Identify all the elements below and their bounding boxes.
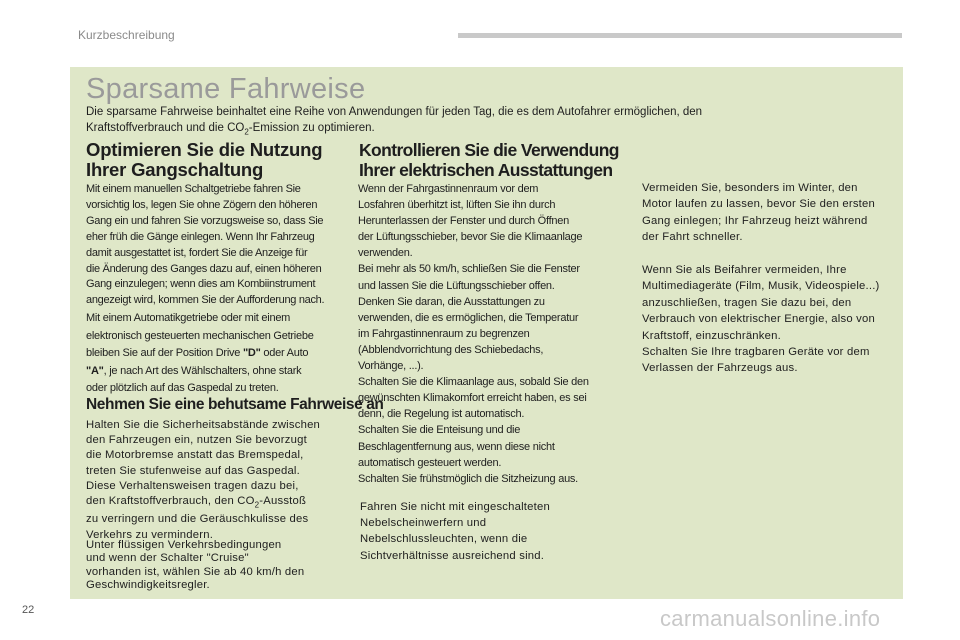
col1-p2-text: oder Auto <box>260 347 309 359</box>
col1-p3-line: die Motorbremse anstatt das Bremspedal, <box>86 449 304 462</box>
col2-paragraph-1 <box>358 181 628 487</box>
col2-p2-line: Sichtverhältnisse ausreichend sind. <box>360 549 545 562</box>
col1-p1-line: Mit einem manuellen Schaltgetriebe fahren Sie <box>86 183 301 195</box>
col2-p1-line: Herunterlassen der Fenster und durch Öffnen <box>358 215 570 228</box>
col2-p1-line: Denken Sie daran, die Ausstattungen zu <box>358 295 545 308</box>
col1-p2-line: elektronisch gesteuerten mechanischen Getriebe <box>86 329 314 342</box>
col3-p2-line: Schalten Sie Ihre tragbaren Geräte vor dem <box>642 346 870 359</box>
col3-paragraph-2 <box>642 262 902 377</box>
col1-p2-auto-mode: "A" <box>86 364 104 377</box>
intro-co2-post: -Emission zu optimieren. <box>248 122 375 134</box>
col1-p2-line <box>86 345 348 363</box>
col1-p4-line: und wenn der Schalter "Cruise" <box>86 552 249 565</box>
col2-p1-line: automatisch gesteuert werden. <box>358 456 502 469</box>
col2-heading-line: Ihrer elektrischen Ausstattungen <box>359 160 613 180</box>
col1-p3-line: Diese Verhaltensweisen tragen dazu bei, <box>86 479 299 492</box>
col1-p2-line: oder plötzlich auf das Gaspedal zu treten. <box>86 382 279 394</box>
col1-heading <box>86 140 322 180</box>
col2-p1-line: der Lüftungsschieber, bevor Sie die Klimaanlage <box>358 231 583 244</box>
col2-p1-line: Schalten Sie die Klimaanlage aus, sobald Sie den <box>358 376 589 389</box>
intro-line <box>86 120 786 140</box>
col1-paragraph-4 <box>86 539 356 592</box>
col1-p3-line: Verkehrs zu vermindern. <box>86 528 214 541</box>
col1-paragraph-3 <box>86 418 356 543</box>
header-divider-bar <box>458 33 902 38</box>
col3-paragraph-1 <box>642 180 902 246</box>
col1-p3-co2-pre: den Kraftstoffverbrauch, den CO <box>86 495 255 508</box>
col1-p4-line: Unter flüssigen Verkehrsbedingungen <box>86 539 282 551</box>
col1-p1-line: eher früh die Gänge einlegen. Wenn Ihr Fahrzeug <box>86 230 315 243</box>
col1-p2-text: bleiben Sie auf der Position Drive <box>86 347 243 359</box>
col2-heading <box>359 140 619 180</box>
page-number: 22 <box>22 604 35 616</box>
col1-heading-line: Ihrer Gangschaltung <box>86 159 264 180</box>
col1-subheading: Nehmen Sie eine behutsame Fahrweise an <box>86 396 384 413</box>
col3-p2-line: Verbrauch von elektrischer Energie, also von <box>642 313 875 326</box>
col2-p1-line: denn, die Regelung ist automatisch. <box>358 408 525 421</box>
col3-p2-line: anzuschließen, tragen Sie dazu bei, den <box>642 296 852 309</box>
col2-p2-line: Nebelschlussleuchten, wenn die <box>360 533 528 546</box>
col1-p4-line: vorhanden ist, wählen Sie ab 40 km/h den <box>86 565 305 578</box>
col1-p1-line: Gang ein und fahren Sie vorzugsweise so, dass Sie <box>86 214 324 227</box>
col2-p1-line: gewünschten Klimakomfort erreicht haben, es sei <box>358 392 587 405</box>
intro-co2-pre: Kraftstoffverbrauch und die CO <box>86 122 245 134</box>
col1-p3-line: treten Sie stufenweise auf das Gaspedal. <box>86 464 300 477</box>
col1-p3-line: zu verringern und die Geräuschkulisse des <box>86 513 309 526</box>
col1-p3-line: Halten Sie die Sicherheitsabstände zwischen <box>86 419 321 431</box>
col2-p1-line: Losfahren überhitzt ist, lüften Sie ihn durch <box>358 199 556 212</box>
col1-p2-drive-mode: "D" <box>242 347 261 359</box>
col1-heading-line: Optimieren Sie die Nutzung <box>86 139 323 160</box>
intro-co2-sub: 2 <box>244 127 249 137</box>
col1-p2-text: , je nach Art des Wählschalters, ohne stark <box>103 364 302 377</box>
header-section-label: Kurzbeschreibung <box>78 28 175 42</box>
col2-p1-line: Schalten Sie frühstmöglich die Sitzheizung aus. <box>358 472 578 485</box>
col3-p1-line: Gang einlegen; Ihr Fahrzeug heizt während <box>642 214 868 227</box>
col3-p1-line: Motor laufen zu lassen, bevor Sie den ersten <box>642 198 875 211</box>
col2-p1-line: Wenn der Fahrgastinnenraum vor dem <box>358 183 539 195</box>
col2-p2-line: Nebelscheinwerfern und <box>360 517 487 530</box>
col2-p1-line: Schalten Sie die Enteisung und die <box>358 424 521 437</box>
col1-p3-line: den Fahrzeugen ein, nutzen Sie bevorzugt <box>86 434 307 447</box>
col1-paragraph-2 <box>86 310 348 398</box>
col1-p1-line: vorsichtig los, legen Sie ohne Zögern den höheren <box>86 198 318 211</box>
col2-p1-line: verwenden. <box>358 247 413 260</box>
col1-p3-co2-sub: 2 <box>254 500 260 510</box>
col2-p1-line: Beschlagentfernung aus, wenn diese nicht <box>358 440 555 453</box>
col2-p1-line: im Fahrgastinnenraum zu begrenzen <box>358 327 530 340</box>
col1-p1-line: angezeigt wird, kommen Sie der Aufforderung nach. <box>86 294 325 307</box>
col1-p3-co2-post: -Ausstoß <box>259 495 307 508</box>
col2-p1-line: Vorhänge, ...). <box>358 360 424 373</box>
col2-p1-line: und lassen Sie die Lüftungsschieber offen. <box>358 279 555 292</box>
col1-p4-line: Geschwindigkeitsregler. <box>86 578 210 591</box>
col3-p2-line: Wenn Sie als Beifahrer vermeiden, Ihre <box>642 264 847 276</box>
col1-p1-line: Gang einzulegen; wenn dies am Kombiinstrument <box>86 278 316 291</box>
col2-p1-line: verwenden, die es ermöglichen, die Temperatur <box>358 311 579 324</box>
col3-p2-line: Multimediageräte (Film, Musik, Videospiele...) <box>642 280 880 293</box>
intro-text <box>86 104 786 140</box>
col1-p1-line: die Änderung des Ganges dazu auf, einen höheren <box>86 262 322 275</box>
col1-p1-line: damit ausgestattet ist, fordert Sie die Anzeige für <box>86 246 308 259</box>
col2-p2-line: Fahren Sie nicht mit eingeschalteten <box>360 501 550 513</box>
col2-p1-line: (Abblendvorrichtung des Schiebedachs, <box>358 343 544 356</box>
col2-paragraph-2 <box>360 499 620 564</box>
col1-p2-line <box>86 363 348 381</box>
col3-p1-line: der Fahrt schneller. <box>642 231 743 244</box>
col1-paragraph-1 <box>86 182 346 309</box>
col2-p1-line: Bei mehr als 50 km/h, schließen Sie die Fenster <box>358 263 580 276</box>
col1-p3-line <box>86 494 356 512</box>
page-title: Sparsame Fahrweise <box>86 73 366 105</box>
col3-p1-line: Vermeiden Sie, besonders im Winter, den <box>642 182 858 194</box>
col3-p2-line: Kraftstoff, einzuschränken. <box>642 329 781 342</box>
col1-p2-line: Mit einem Automatikgetriebe oder mit einem <box>86 312 291 324</box>
col2-heading-line: Kontrollieren Sie die Verwendung <box>359 140 619 160</box>
watermark: carmanualsonline.info <box>660 606 881 631</box>
col3-p2-line: Verlassen der Fahrzeugs aus. <box>642 362 798 375</box>
intro-line: Die sparsame Fahrweise beinhaltet eine Reihe von Anwendungen für jeden Tag, die es dem Autofahrer ermöglichen, den <box>86 106 703 118</box>
